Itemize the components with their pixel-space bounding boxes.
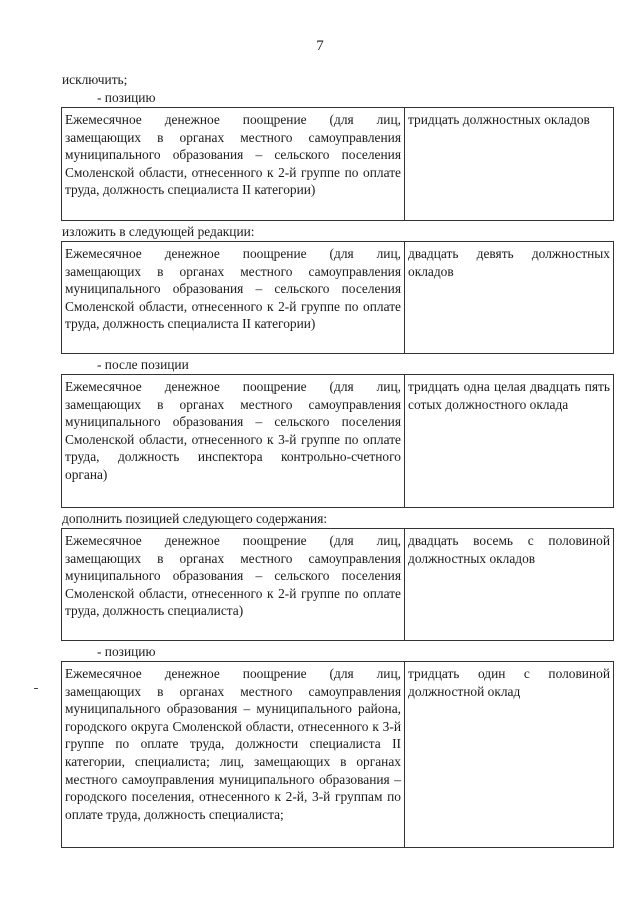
row-4-amount: двадцать восемь с половиной должностных окладов (405, 529, 614, 641)
table-row-4 (61, 528, 614, 641)
table-row-3 (61, 374, 614, 508)
text-supplement: дополнить позицией следующего содержания: (62, 511, 328, 526)
text-after-position: - после позиции (97, 357, 189, 372)
row-5-amount: тридцать один с половиной должностной оклад (405, 662, 614, 848)
text-position-1: - позицию (97, 90, 156, 105)
page-number: 7 (316, 38, 324, 54)
row-1-description: Ежемесячное денежное поощрение (для лиц, замещающих в органах местного самоуправления муниципального образования – сельского поселения Смоленской области, отнесенного к 2-й группе по оплате труда, должность специалиста II категории) (62, 108, 405, 221)
row-4-description: Ежемесячное денежное поощрение (для лиц, замещающих в органах местного самоуправления муниципального образования – сельского поселения Смоленской области, отнесенного к 2-й группе по оплате труда, должность специалиста) (62, 529, 405, 641)
text-position-2: - позицию (97, 644, 156, 659)
row-1-amount: тридцать должностных окладов (405, 108, 614, 221)
row-3-description: Ежемесячное денежное поощрение (для лиц, замещающих в органах местного самоуправления муниципального образования – сельского поселения Смоленской области, отнесенного к 3-й группе по оплате труда, должность инспектора контрольно-счетного органа) (62, 375, 405, 508)
row-5-description: Ежемесячное денежное поощрение (для лиц, замещающих в органах местного самоуправления муниципального образования – муниципального района, городского округа Смоленской области, отнесенного к 3-й группе по оплате труда, должности специалиста II категории, специалиста; лиц, замещающих в органах местного самоуправления муниципального образования – городского поселения, отнесенного к 2-й, 3-й группам по оплате труда, должность специалиста; (62, 662, 405, 848)
table-row-1 (61, 107, 614, 221)
row-2-amount: двадцать девять должностных окладов (405, 242, 614, 354)
margin-mark (34, 688, 38, 689)
text-exclude: исключить; (62, 72, 128, 87)
table-row-5 (61, 661, 614, 848)
row-2-description: Ежемесячное денежное поощрение (для лиц, замещающих в органах местного самоуправления муниципального образования – сельского поселения Смоленской области, отнесенного к 2-й группе по оплате труда, должность специалиста II категории) (62, 242, 405, 354)
text-restate: изложить в следующей редакции: (62, 224, 255, 239)
table-row-2 (61, 241, 614, 354)
row-3-amount: тридцать одна целая двадцать пять сотых должностного оклада (405, 375, 614, 508)
